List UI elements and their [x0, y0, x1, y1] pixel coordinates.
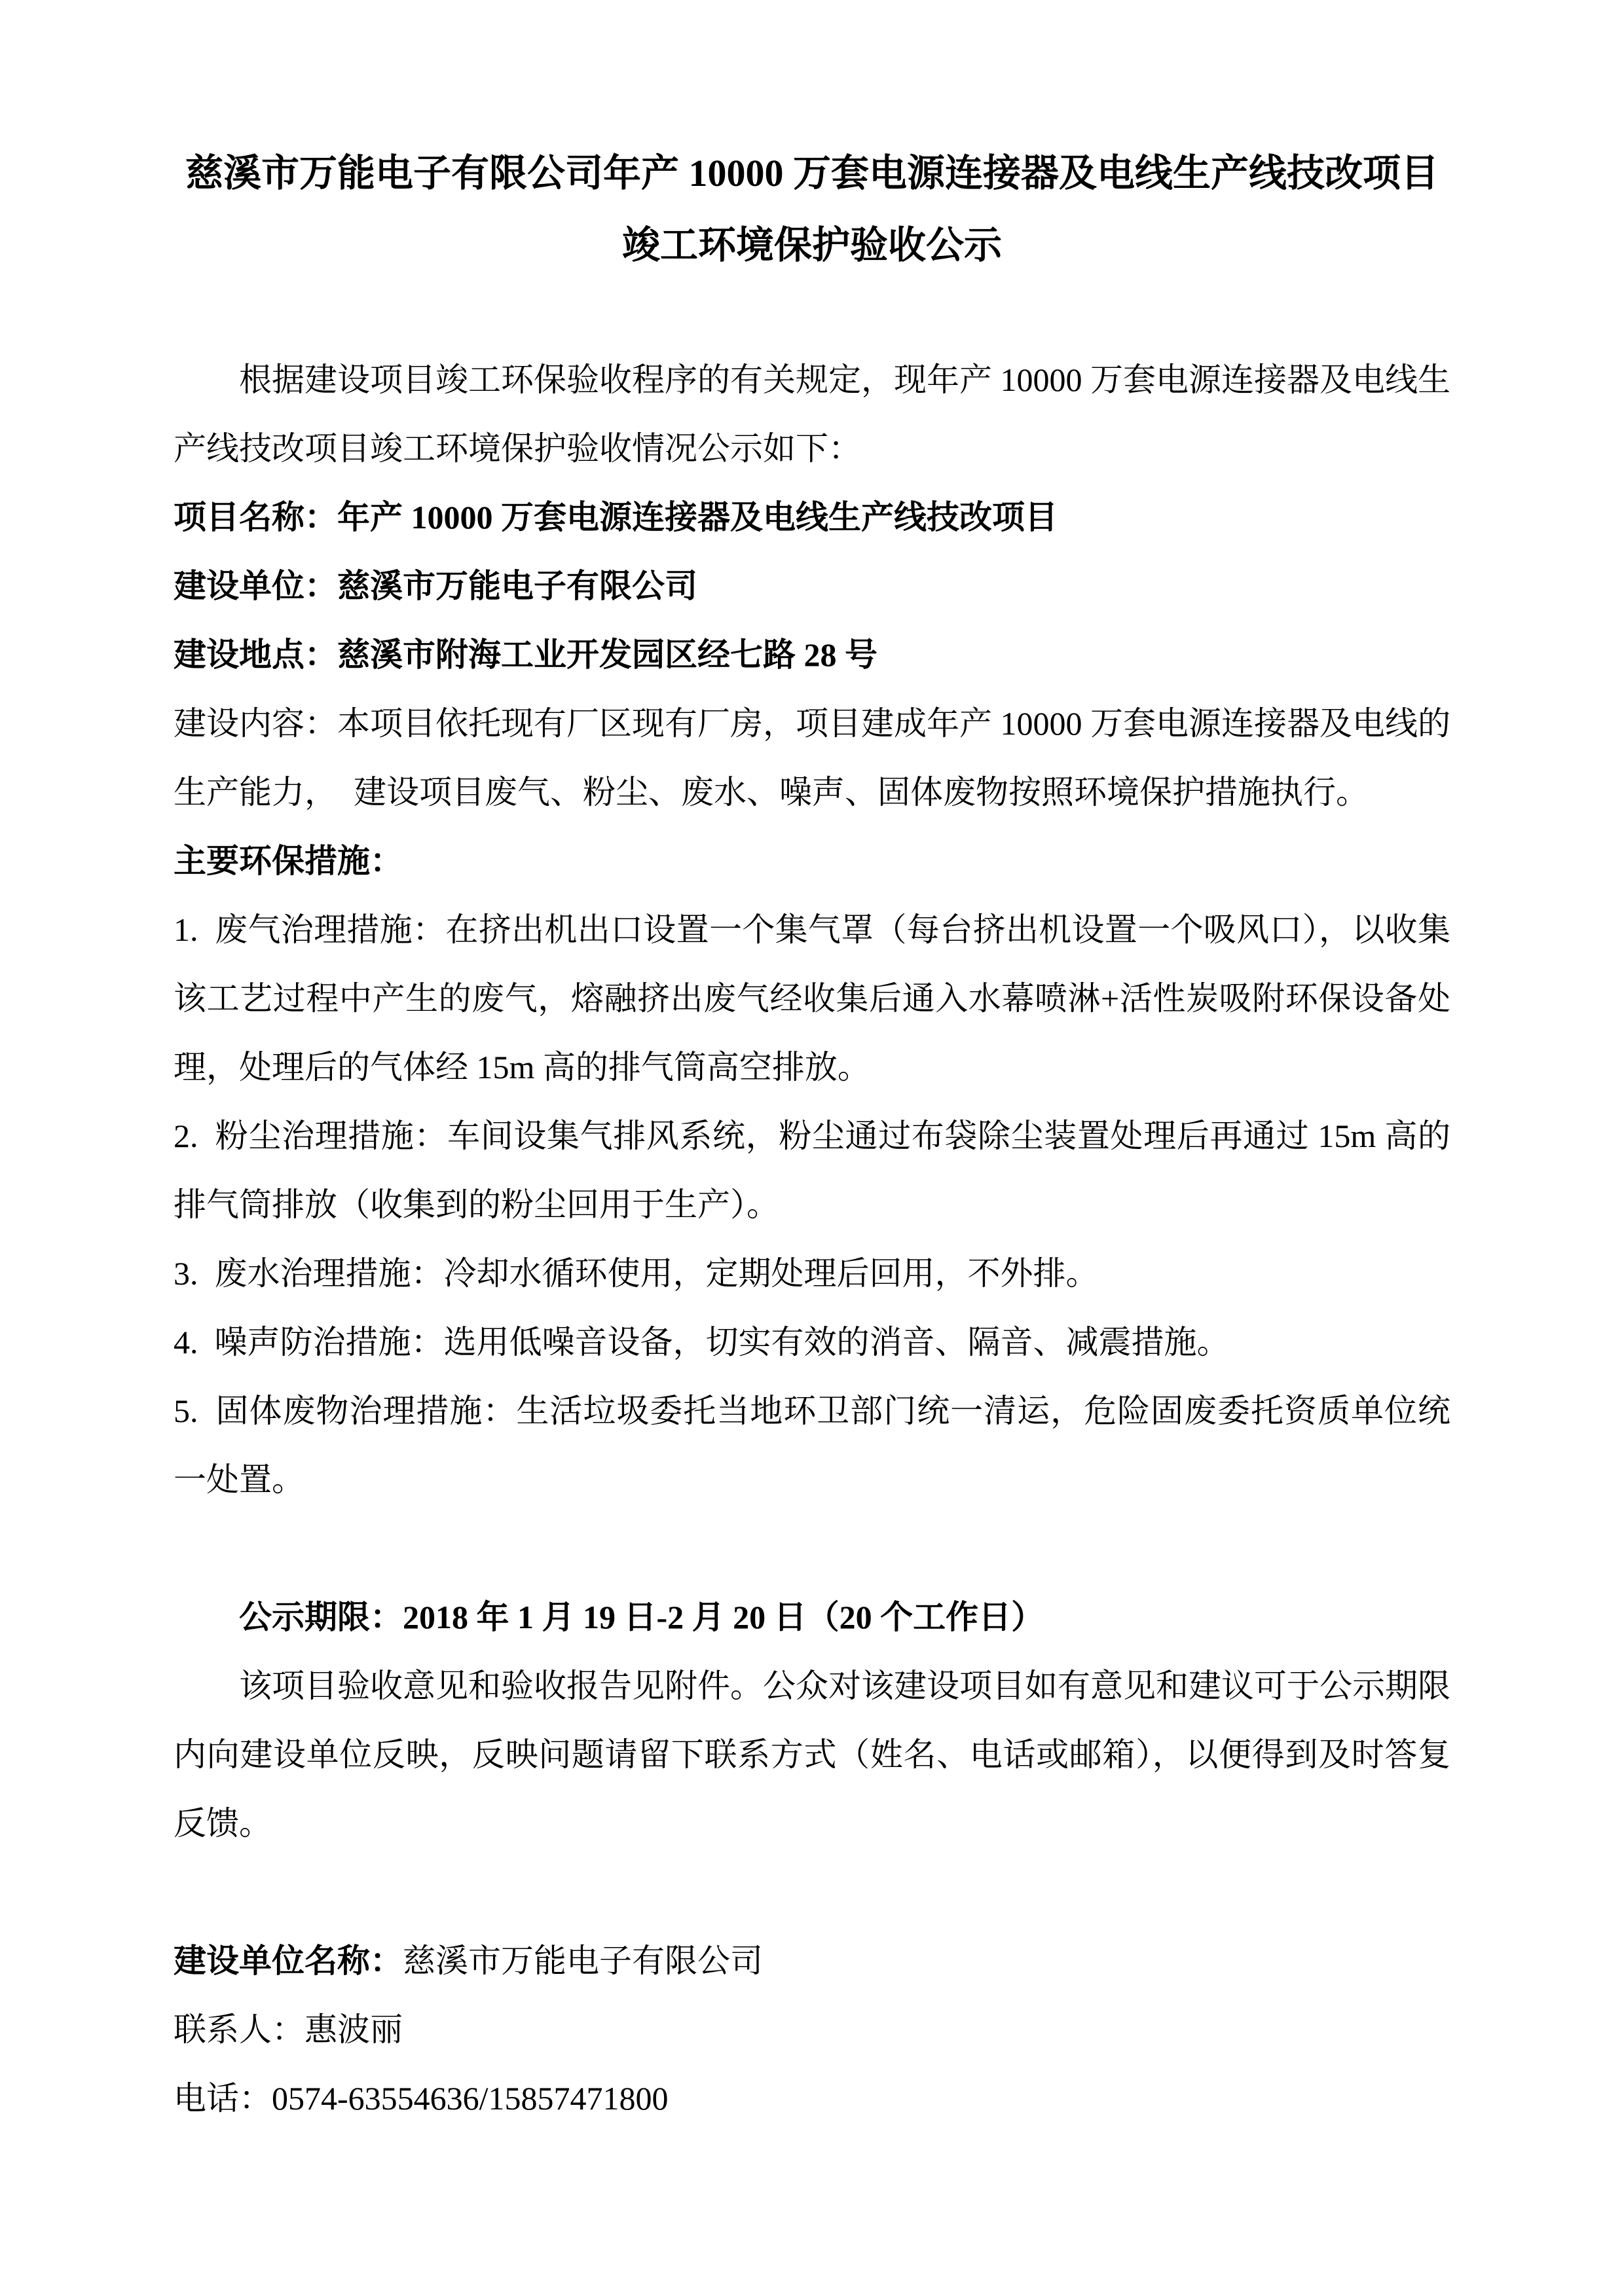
- feedback-paragraph: 该项目验收意见和验收报告见附件。公众对该建设项目如有意见和建议可于公示期限内向建设单位反映，反映问题请留下联系方式（姓名、电话或邮箱），以便得到及时答复反馈。: [174, 1667, 1450, 1842]
- publicity-period-line: 公示期限：2018 年 1 月 19 日-2 月 20 日（20 个工作日）: [239, 1599, 1044, 1635]
- construction-site-line: 建设地点：慈溪市附海工业开发园区经七路 28 号: [174, 636, 877, 673]
- measure-item-3: 3. 废水治理措施：冷却水循环使用，定期处理后回用，不外排。: [174, 1255, 1099, 1292]
- construction-unit-line: 建设单位：慈溪市万能电子有限公司: [174, 568, 697, 604]
- measure-item-4: 4. 噪声防治措施：选用低噪音设备，切实有效的消音、隔音、减震措施。: [174, 1324, 1230, 1360]
- spacer: [174, 1514, 1450, 1583]
- page-title-line-1: 慈溪市万能电子有限公司年产 10000 万套电源连接器及电线生产线技改项目: [185, 152, 1439, 194]
- phone-label: 电话：: [174, 2080, 272, 2117]
- measures-heading: 主要环保措施：: [174, 843, 403, 879]
- measure-item-2: 2. 粉尘治理措施：车间设集气排风系统，粉尘通过布袋除尘装置处理后再通过 15m 高的排气筒排放（收集到的粉尘回用于生产）。: [174, 1118, 1450, 1223]
- project-name-line: 项目名称：年产 10000 万套电源连接器及电线生产线技改项目: [174, 499, 1058, 536]
- unit-name-value: 慈溪市万能电子有限公司: [403, 1942, 763, 1979]
- unit-name-line: [174, 1927, 1450, 1995]
- measure-item-5: 5. 固体废物治理措施：生活垃圾委托当地环卫部门统一清运，危险固废委托资质单位统一处置。: [174, 1393, 1450, 1498]
- phone-value: 0574-63554636/15857471800: [272, 2080, 669, 2117]
- construction-content-line: 建设内容：本项目依托现有厂区现有厂房，项目建成年产 10000 万套电源连接器及电线的生产能力， 建设项目废气、粉尘、废水、噪声、固体废物按照环境保护措施执行。: [174, 705, 1450, 811]
- contact-label: 联系人：: [174, 2011, 304, 2048]
- phone-line: [174, 2064, 1450, 2133]
- contact-value: 惠波丽: [304, 2011, 403, 2048]
- page-title-line-2: 竣工环境保护验收公示: [621, 224, 1002, 266]
- intro-paragraph: 根据建设项目竣工环保验收程序的有关规定，现年产 10000 万套电源连接器及电线生产线技改项目竣工环境保护验收情况公示如下：: [174, 361, 1450, 467]
- contact-line: [174, 1995, 1450, 2064]
- unit-name-label: 建设单位名称：: [174, 1942, 403, 1979]
- measure-item-1: 1. 废气治理措施：在挤出机出口设置一个集气罩（每台挤出机设置一个吸风口），以收集该工艺过程中产生的废气，熔融挤出废气经收集后通入水幕喷淋+活性炭吸附环保设备处理，处理后的气体经 15m 高的排气筒高空排放。: [174, 911, 1450, 1085]
- page-title: [174, 137, 1450, 282]
- spacer: [174, 1858, 1450, 1927]
